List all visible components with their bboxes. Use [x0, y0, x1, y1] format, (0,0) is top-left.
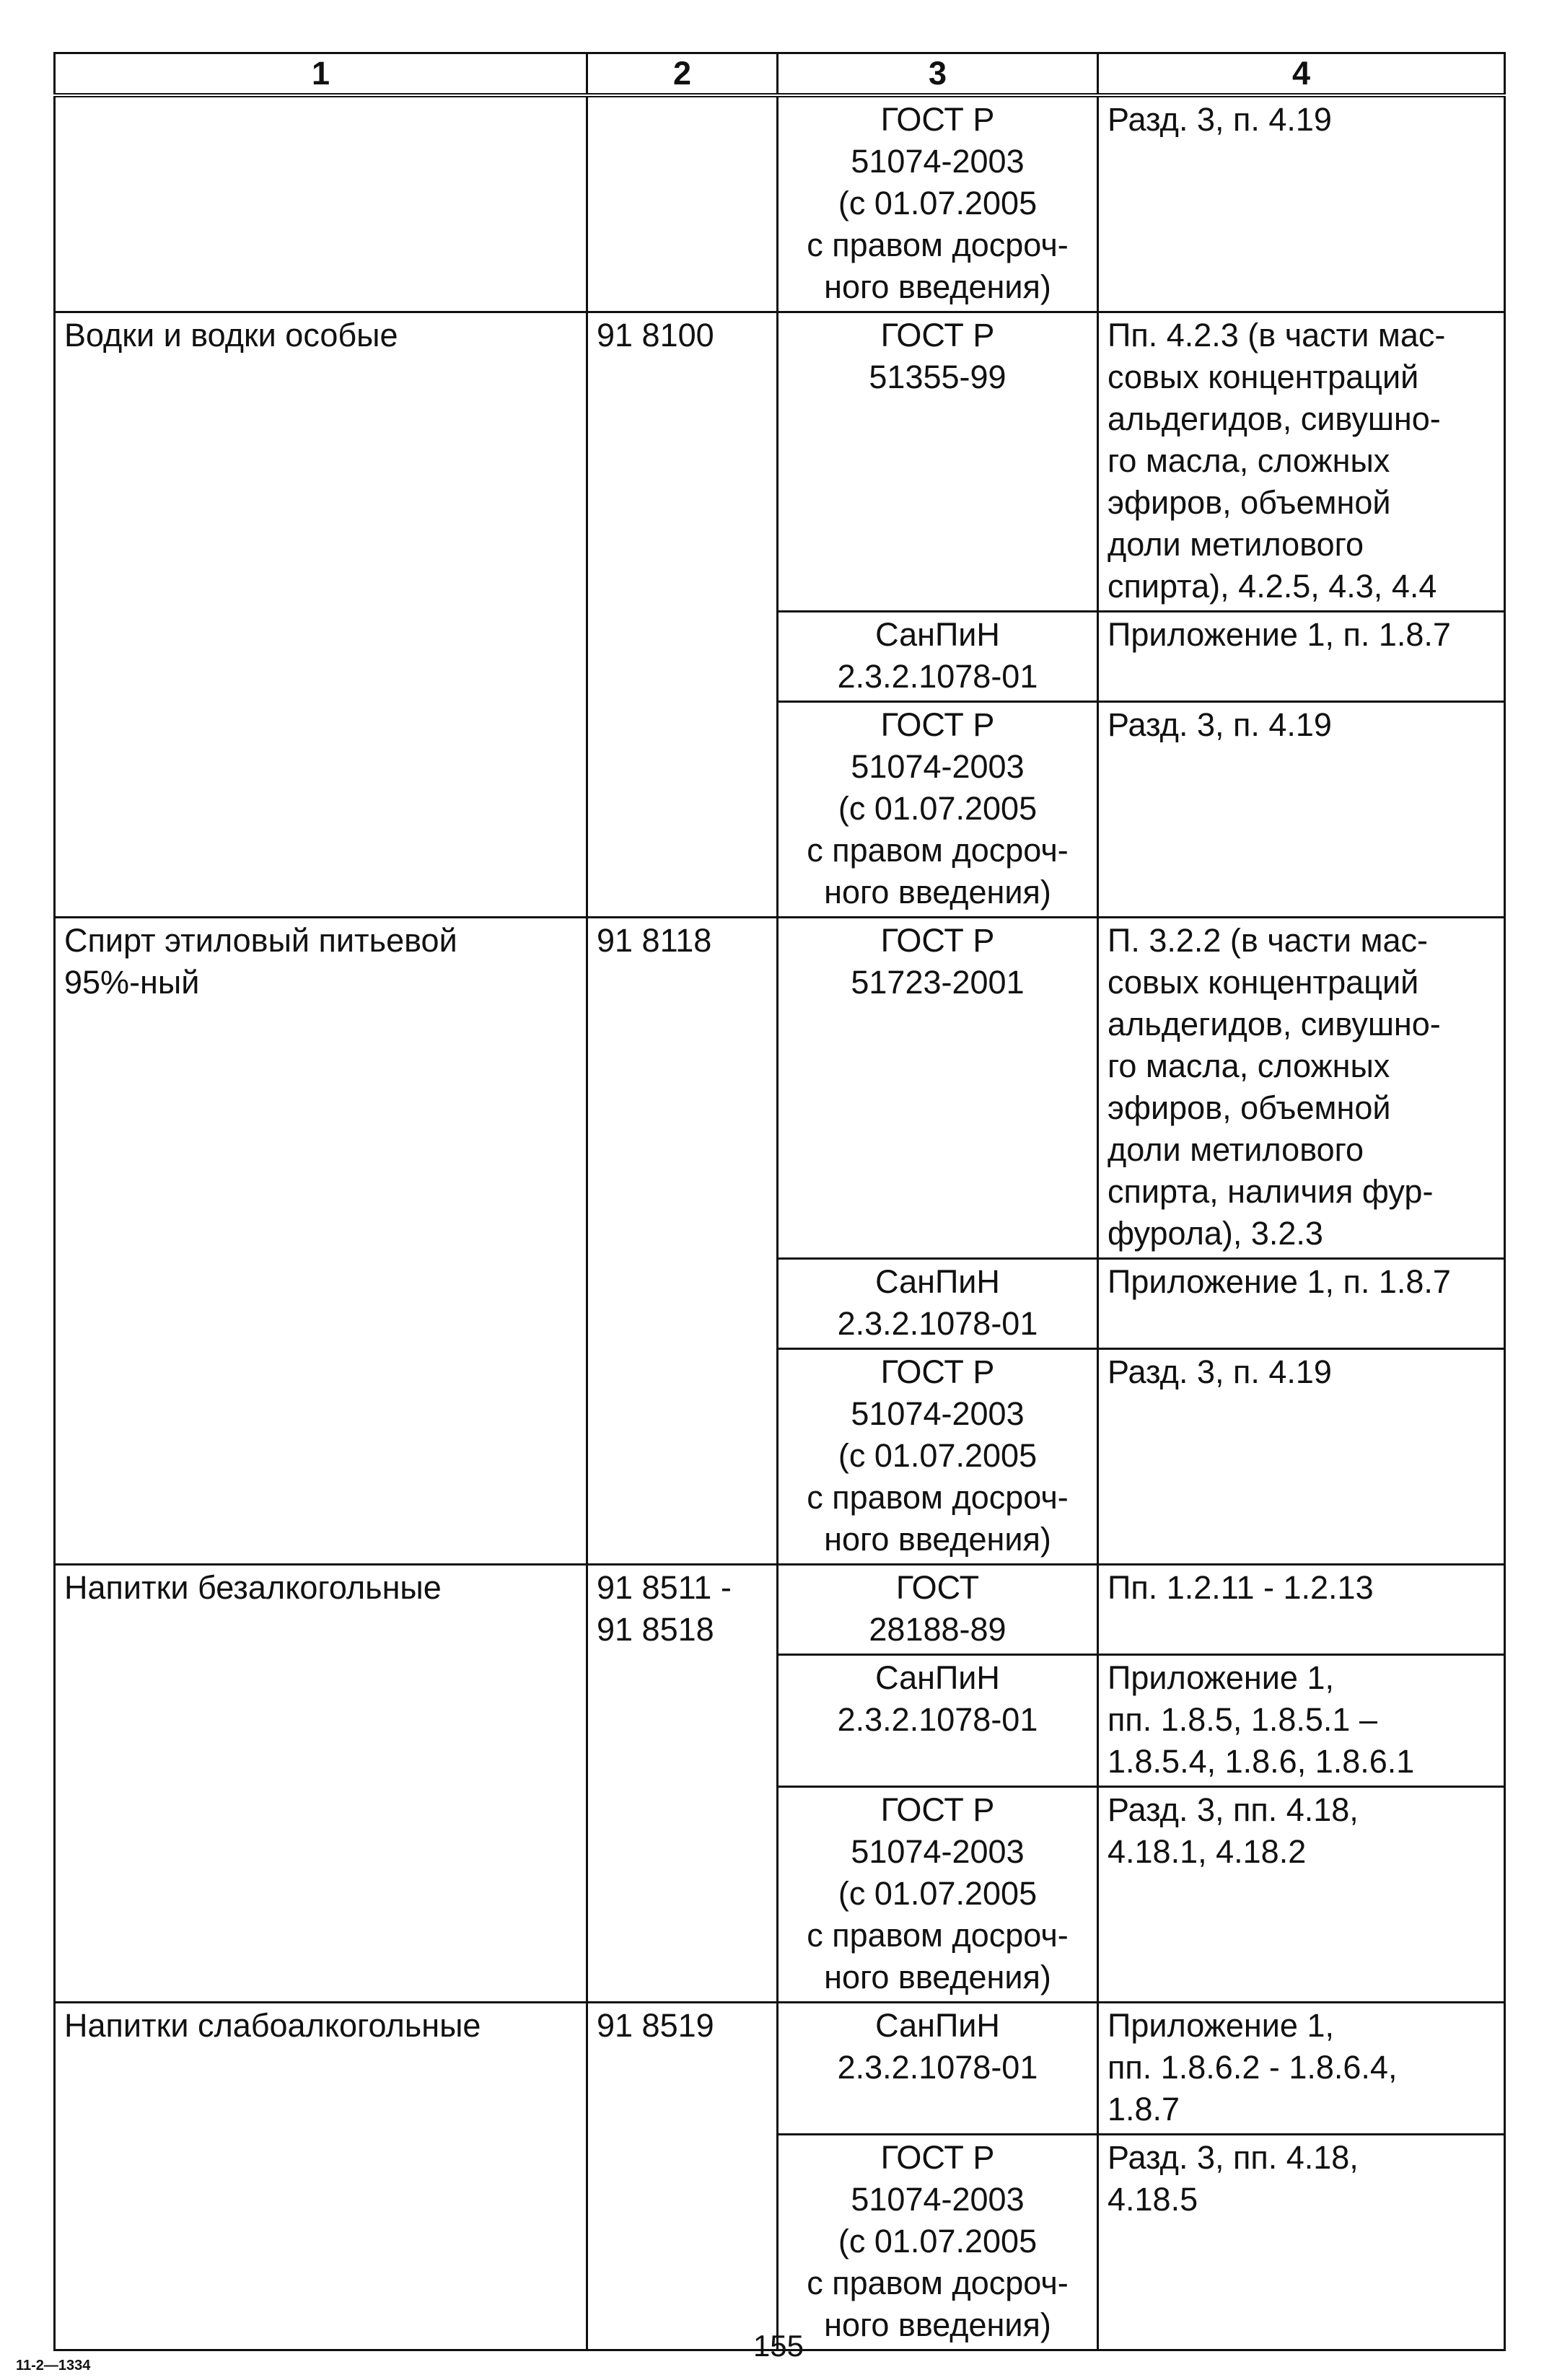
section-cell: Разд. 3, п. 4.19 [1098, 1349, 1505, 1565]
product-cell: Спирт этиловый питьевой 95%-ный [55, 918, 587, 1565]
column-header: 1 [55, 53, 587, 96]
section-cell: Разд. 3, п. 4.19 [1098, 95, 1505, 312]
standards-table [53, 52, 1506, 2351]
section-cell: Приложение 1, п. 1.8.7 [1098, 1259, 1505, 1349]
standard-cell: СанПиН 2.3.2.1078-01 [778, 1655, 1098, 1787]
standard-cell: СанПиН 2.3.2.1078-01 [778, 2003, 1098, 2135]
code-cell: 91 8519 [587, 2003, 778, 2350]
section-cell: Пп. 1.2.11 - 1.2.13 [1098, 1565, 1505, 1655]
standard-cell: ГОСТ Р 51723-2001 [778, 918, 1098, 1259]
column-header: 4 [1098, 53, 1505, 96]
section-cell: Разд. 3, п. 4.19 [1098, 702, 1505, 918]
column-header: 3 [778, 53, 1098, 96]
code-cell [587, 95, 778, 312]
section-cell: П. 3.2.2 (в части мас- совых концентраций альдегидов, сивушно- го масла, сложных эфиров, объемной доли метилового спирта, наличия фур- фурола), 3.2.3 [1098, 918, 1505, 1259]
standard-cell: ГОСТ Р 51355-99 [778, 312, 1098, 612]
section-cell: Разд. 3, пп. 4.18, 4.18.1, 4.18.2 [1098, 1787, 1505, 2003]
table-row [55, 1565, 1505, 1655]
table-body [55, 95, 1505, 2350]
section-cell: Приложение 1, пп. 1.8.6.2 - 1.8.6.4, 1.8.7 [1098, 2003, 1505, 2135]
code-cell: 91 8118 [587, 918, 778, 1565]
code-cell: 91 8100 [587, 312, 778, 918]
page-number: 155 [753, 2329, 804, 2363]
product-cell: Напитки безалкогольные [55, 1565, 587, 2003]
section-cell: Пп. 4.2.3 (в части мас- совых концентраций альдегидов, сивушно- го масла, сложных эфиров, объемной доли метилового спирта), 4.2.5, 4.3, 4.4 [1098, 312, 1505, 612]
section-cell: Разд. 3, пп. 4.18, 4.18.5 [1098, 2135, 1505, 2350]
print-mark: 11-2—1334 [16, 2358, 91, 2374]
table-row [55, 312, 1505, 612]
section-cell: Приложение 1, п. 1.8.7 [1098, 612, 1505, 702]
table-row [55, 2003, 1505, 2135]
standard-cell: ГОСТ Р 51074-2003 (с 01.07.2005 с правом досроч- ного введения) [778, 1349, 1098, 1565]
table-row [55, 918, 1505, 1259]
section-cell: Приложение 1, пп. 1.8.5, 1.8.5.1 – 1.8.5.4, 1.8.6, 1.8.6.1 [1098, 1655, 1505, 1787]
header-row [55, 53, 1505, 96]
standard-cell: ГОСТ Р 51074-2003 (с 01.07.2005 с правом досроч- ного введения) [778, 95, 1098, 312]
column-header: 2 [587, 53, 778, 96]
standard-cell: ГОСТ Р 51074-2003 (с 01.07.2005 с правом досроч- ного введения) [778, 702, 1098, 918]
product-cell: Напитки слабоалкогольные [55, 2003, 587, 2350]
standard-cell: ГОСТ 28188-89 [778, 1565, 1098, 1655]
standard-cell: ГОСТ Р 51074-2003 (с 01.07.2005 с правом досроч- ного введения) [778, 1787, 1098, 2003]
standard-cell: ГОСТ Р 51074-2003 (с 01.07.2005 с правом досроч- ного введения) [778, 2135, 1098, 2350]
product-cell [55, 95, 587, 312]
standard-cell: СанПиН 2.3.2.1078-01 [778, 612, 1098, 702]
table-row [55, 95, 1505, 312]
code-cell: 91 8511 - 91 8518 [587, 1565, 778, 2003]
standard-cell: СанПиН 2.3.2.1078-01 [778, 1259, 1098, 1349]
product-cell: Водки и водки особые [55, 312, 587, 918]
